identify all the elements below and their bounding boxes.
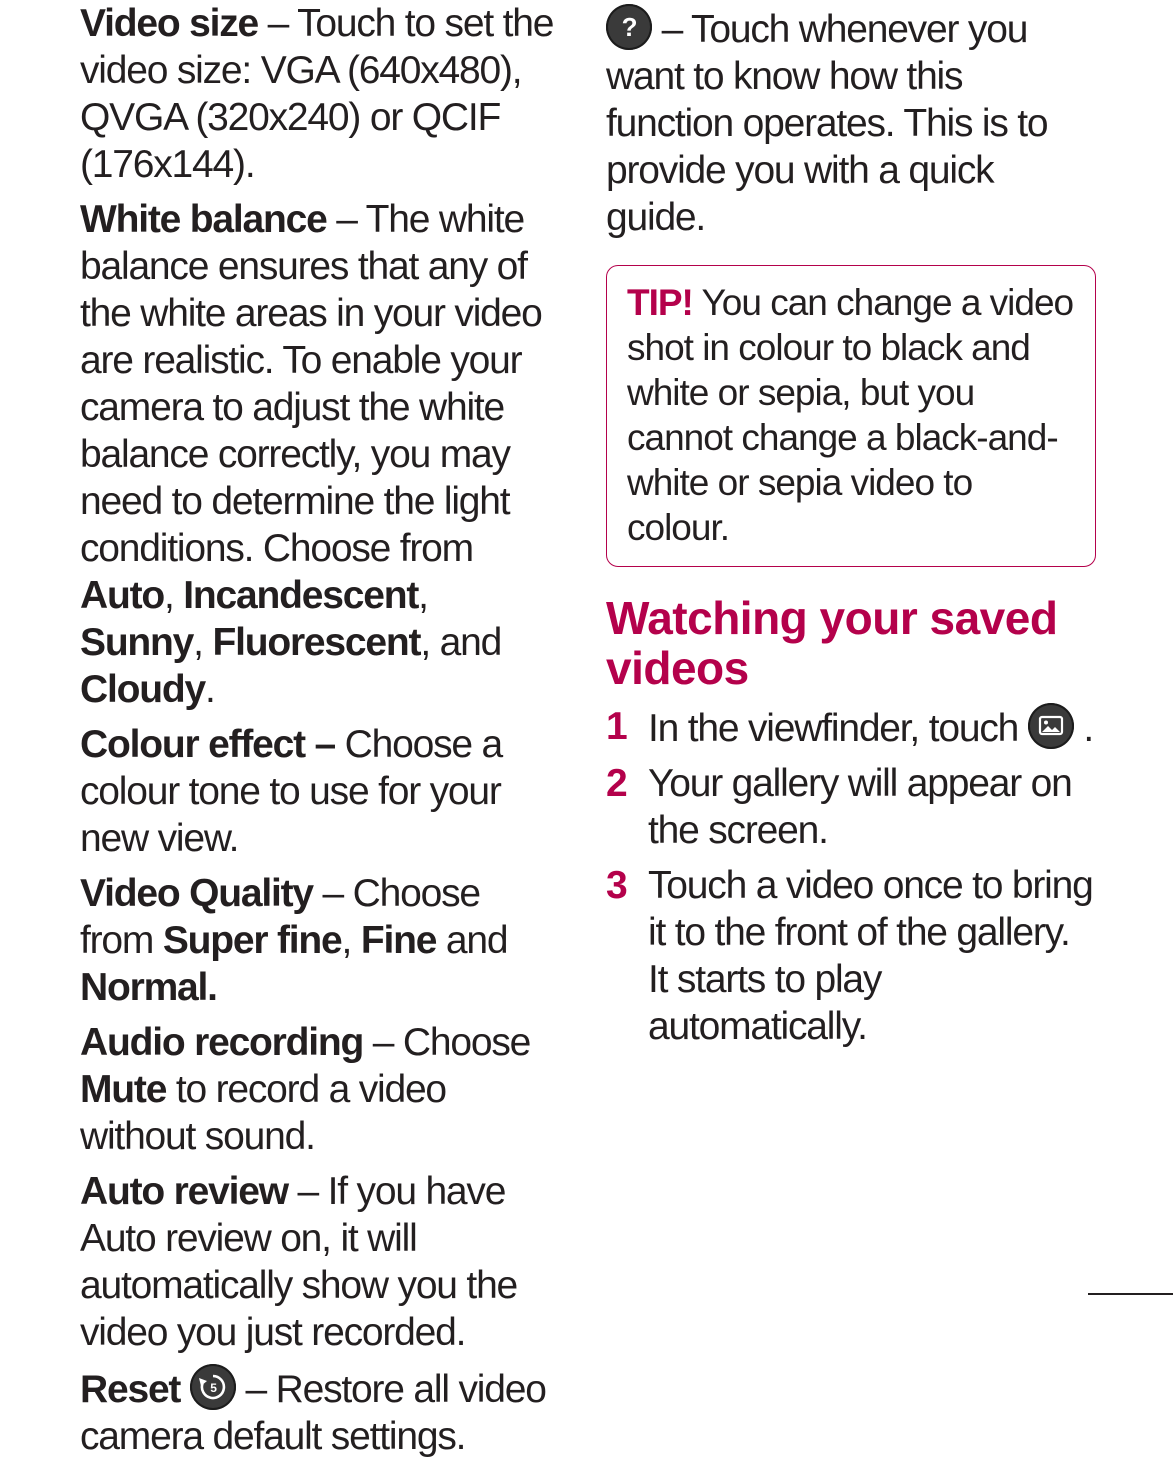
video-quality-term: Video Quality (80, 872, 313, 915)
tip-label: TIP! (627, 282, 693, 323)
step-number: 2 (606, 762, 627, 805)
audio-recording-text: – Choose (363, 1021, 531, 1064)
video-size-term: Video size (80, 2, 259, 45)
audio-recording-term: Audio recording (80, 1021, 364, 1064)
wb-sep-1: , (164, 574, 184, 617)
white-balance-text: – The white balance ensures that any of the white areas in your video are realistic. To enable your camera to adjust the white balance correctly, you may need to determine the light conditions. Choose from (80, 198, 542, 570)
audio-option-mute: Mute (80, 1068, 167, 1111)
vq-option-fine: Fine (360, 919, 437, 962)
reset-term: Reset (80, 1368, 181, 1411)
vq-option-super-fine: Super fine (162, 919, 342, 962)
wb-sep-4: , and (420, 621, 502, 664)
help-text: – Touch whenever you want to know how this function operates. This is to provide you with a quick guide. (606, 8, 1048, 239)
wb-option-sunny: Sunny (80, 621, 194, 664)
reset-paragraph (80, 1364, 560, 1460)
reset-icon (190, 1364, 236, 1410)
section-title: Watching your saved videos (606, 592, 1058, 694)
vq-sep-1: , (341, 919, 361, 962)
page-edge-rule (1088, 1293, 1173, 1295)
colour-effect-term: Colour effect – (80, 723, 336, 766)
step-end: . (1073, 707, 1094, 750)
step-text: Your gallery will appear on the screen. (648, 762, 1072, 852)
vq-option-normal: Normal. (80, 966, 217, 1009)
colour-effect-text: Choose a colour tone to use for your new view. (80, 723, 503, 860)
svg-text:5: 5 (210, 1381, 216, 1395)
wb-option-auto: Auto (80, 574, 164, 617)
colour-effect-paragraph (80, 721, 560, 862)
video-quality-text: – Choose from (80, 872, 480, 962)
audio-recording-paragraph (80, 1019, 560, 1160)
svg-text:?: ? (621, 12, 637, 42)
reset-text: – Restore all video camera default settings. (80, 1368, 546, 1458)
step-3 (606, 862, 1096, 1050)
auto-review-text: – If you have Auto review on, it will automatically show you the video you just recorded. (80, 1170, 518, 1354)
step-1 (606, 703, 1096, 752)
step-number: 1 (606, 705, 627, 748)
auto-review-paragraph (80, 1168, 560, 1356)
vq-sep-2: and (436, 919, 508, 962)
video-quality-paragraph (80, 870, 560, 1011)
video-size-text: – Touch to set the video size: VGA (640x480), QVGA (320x240) or QCIF (176x144). (80, 2, 554, 186)
tip-box (606, 265, 1096, 567)
video-size-paragraph (80, 0, 560, 188)
right-column (606, 0, 1096, 1058)
white-balance-paragraph (80, 196, 560, 713)
auto-review-term: Auto review (80, 1170, 288, 1213)
step-2 (606, 760, 1096, 854)
step-text: In the viewfinder, touch (648, 707, 1019, 750)
wb-option-incandescent: Incandescent (183, 574, 419, 617)
step-number: 3 (606, 864, 627, 907)
wb-option-cloudy: Cloudy (80, 668, 205, 711)
tip-text: You can change a video shot in colour to black and white or sepia, but you cannot change a black-and-white or sepia video to colour. (627, 282, 1074, 548)
step-text: Touch a video once to bring it to the front of the gallery. It starts to play automatically. (648, 864, 1093, 1048)
wb-option-fluorescent: Fluorescent (212, 621, 421, 664)
white-balance-term: White balance (80, 198, 327, 241)
wb-sep-2: , (418, 574, 428, 617)
tip-paragraph (627, 280, 1075, 550)
wb-sep-3: , (193, 621, 213, 664)
audio-recording-text-2: to record a video without sound. (80, 1068, 446, 1158)
help-icon (606, 4, 652, 50)
wb-end: . (204, 668, 215, 711)
left-column (80, 0, 560, 1468)
gallery-icon (1028, 703, 1074, 749)
help-paragraph (606, 4, 1096, 241)
